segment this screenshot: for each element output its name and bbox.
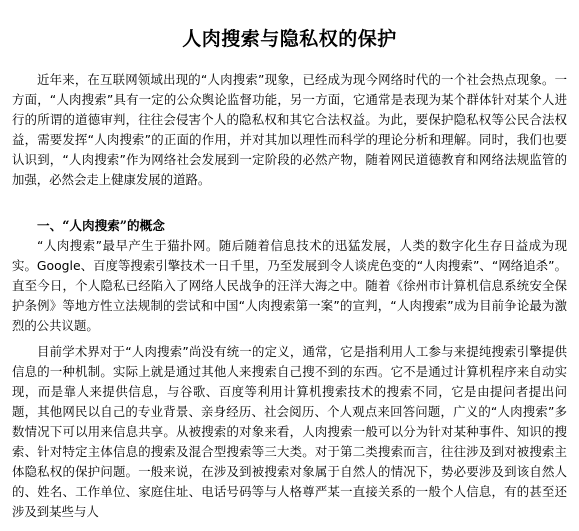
section-paragraph-1: “人肉搜索”最早产生于猫扑网。随后随着信息技术的迅猛发展，人类的数字化生存日益成为现实。Google、百度等搜索引擎技术一日千里，乃至发展到令人谈虎色变的“人肉搜索”、“网络追杀”。直至今日，个人隐私已经陷入了网络人民战争的汪洋大海之中。随着《徐州市计算机信息系统安全保护条例》等地方性立法规制的尝试和中国“人肉搜索第一案”的宣判，“人肉搜索”成为目前争论最为激烈的公共议题。 — [12, 238, 567, 333]
section-paragraph-2: 目前学术界对于“人肉搜索”尚没有统一的定义，通常，它是指利用人工参与来提纯搜索引擎提供信息的一种机制。实际上就是通过其他人来搜索自己搜不到的东西。它不是通过计算机程序来自动实现，而是靠人来提供信息，与谷歌、百度等利用计算机搜索技术的搜索不同，它是由提问者提出问题，其他网民以自己的专业背景、亲身经历、社会阅历、个人观点来回答问题，广义的“人肉搜索”多数情况下可以用来信息共享。从被搜索的对象来看，人肉搜索一般可以分为针对某种事件、知识的搜索、针对特定主体信息的搜索及混合型搜索等三大类。对于第二类搜索而言，往往涉及到对被搜索主体隐私权的保护问题。一般来说，在涉及到被搜索对象属于自然人的情况下，势必要涉及到该自然人的、姓名、工作单位、家庭住址、电话号码等与人格尊严某一直接关系的一般个人信息，有的甚至还涉及到某些与人 — [12, 344, 567, 519]
intro-paragraph: 近年来，在互联网领域出现的“人肉搜索”现象，已经成为现今网络时代的一个社会热点现象。一方面，“人肉搜索”具有一定的公众舆论监督功能，另一方面，它通常是表现为某个群体针对某个人进行的所谓的道德审判，往往会侵害个人的隐私权和其它合法权益。为此，要保护隐私权等公民合法权益，需要发挥“人肉搜索”的正面的作用，并对其加以理性而科学的理论分析和理解。同时，我们也要认识到，“人肉搜索”作为网络社会发展到一定阶段的必然产物，随着网民道德教育和网络法规监管的加强，必然会走上健康发展的道路。 — [12, 72, 567, 187]
document-title: 人肉搜索与隐私权的保护 — [182, 27, 397, 50]
section-heading: 一、“人肉搜索”的概念 — [37, 218, 165, 233]
